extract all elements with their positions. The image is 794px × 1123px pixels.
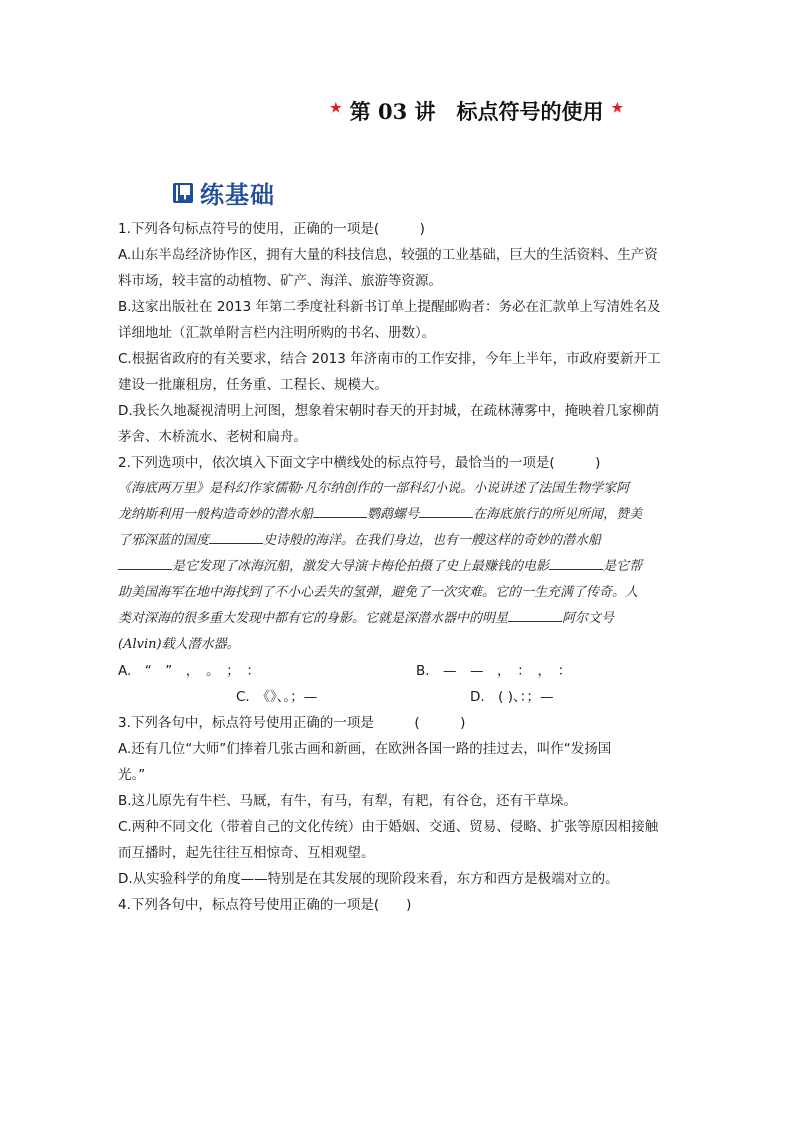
passage-line: (Alvin)载人潜水器。 bbox=[118, 637, 240, 652]
question-stem: 2.下列选项中，依次填入下面文字中横线处的标点符号，最恰当的一项是( ) bbox=[118, 455, 601, 471]
passage-text: 鹦鹉螺号 bbox=[367, 507, 420, 522]
passage-text: 类对深海的很多重大发现中都有它的身影。它就是深潜水器中的明星 bbox=[118, 611, 509, 626]
options-row bbox=[118, 658, 678, 684]
passage-text: 龙纳斯利用一般构造奇妙的潜水船 bbox=[118, 507, 314, 522]
option-d-line: 茅舍、木桥流水、老树和扁舟。 bbox=[118, 429, 307, 445]
options-row bbox=[118, 684, 678, 710]
option-a-line: A.山东半岛经济协作区，拥有大量的科技信息，较强的工业基础，巨大的生活资料、生产资 bbox=[118, 247, 658, 263]
question-3 bbox=[118, 710, 678, 892]
option-c-line: 建设一批廉租房，任务重、工程长、规模大。 bbox=[118, 377, 388, 393]
question-list bbox=[118, 216, 678, 918]
option-c: C. 《》、。；— bbox=[236, 689, 318, 705]
fill-blank bbox=[313, 503, 367, 518]
option-d: D. ( )、：；— bbox=[470, 689, 554, 705]
option-a-line: 料市场，较丰富的动植物、矿产、海洋、旅游等资源。 bbox=[118, 273, 442, 289]
star-icon: ★ bbox=[611, 100, 624, 116]
option-d-line: D.我长久地凝视清明上河图，想象着宋朝时春天的开封城，在疏林薄雾中，掩映着几家柳荫 bbox=[118, 403, 660, 419]
option-b: B. — — ， ： ， ： bbox=[416, 663, 572, 679]
fill-blank bbox=[209, 529, 263, 544]
option-d-line: D.从实验科学的角度——特别是在其发展的现阶段来看，东方和西方是极端对立的。 bbox=[118, 871, 619, 887]
fill-blank bbox=[419, 503, 473, 518]
question-4 bbox=[118, 892, 678, 918]
fill-blank bbox=[508, 607, 562, 622]
passage-line: 《海底两万里》是科幻作家儒勒·凡尔纳创作的一部科幻小说。小说讲述了法国生物学家阿 bbox=[118, 481, 630, 496]
option-b-line: 详细地址（汇款单附言栏内注明所购的书名、册数）。 bbox=[118, 325, 436, 341]
question-1 bbox=[118, 216, 678, 450]
option-a-line: 光。” bbox=[118, 767, 146, 783]
option-a: A. “ ” ， 。 ； ： bbox=[118, 663, 261, 679]
question-stem: 1.下列各句标点符号的使用，正确的一项是( ) bbox=[118, 221, 425, 237]
passage-text: 阿尔文号 bbox=[562, 611, 615, 626]
option-c-line: C.两种不同文化（带着自己的文化传统）由于婚姻、交通、贸易、侵略、扩张等原因相接触 bbox=[118, 819, 659, 835]
option-c-line: C.根据省政府的有关要求，结合 2013 年济南市的工作安排，今年上半年，市政府要新开工 bbox=[118, 351, 661, 367]
option-c-line: 而互播时，起先往往互相惊奇、互相观望。 bbox=[118, 845, 375, 861]
option-b-line: B.这儿原先有牛栏、马厩，有牛，有马，有犁，有耙，有谷仓，还有干草垛。 bbox=[118, 793, 578, 809]
section-heading bbox=[172, 175, 275, 210]
passage-text: 在海底旅行的所见所闻，赞美 bbox=[473, 507, 643, 522]
option-b-line: B.这家出版社在 2013 年第二季度社科新书订单上提醒邮购者：务必在汇款单上写清姓名及 bbox=[118, 299, 661, 315]
passage-text: 了邪深蓝的国度 bbox=[118, 533, 210, 548]
passage-line bbox=[118, 554, 678, 580]
question-stem: 3.下列各句中，标点符号使用正确的一项是 ( ) bbox=[118, 715, 466, 731]
fill-blank bbox=[118, 555, 172, 570]
question-2 bbox=[118, 450, 678, 710]
section-label: 练基础 bbox=[200, 181, 275, 209]
passage-text: 史诗般的海洋。在我们身边，也有一艘这样的奇妙的潜水船 bbox=[263, 533, 602, 548]
lesson-title-text: 第 03 讲 标点符号的使用 bbox=[349, 99, 604, 124]
passage-line: 助美国海军在地中海找到了不小心丢失的氢弹，避免了一次灾难。它的一生充满了传奇。人 bbox=[118, 585, 639, 600]
passage-line bbox=[118, 528, 678, 554]
star-icon: ★ bbox=[330, 100, 342, 116]
passage-text: 是它发现了冰海沉船，激发大导演卡梅伦拍摄了史上最赚钱的电影 bbox=[172, 559, 550, 574]
passage-line bbox=[118, 606, 678, 632]
passage-text: 是它帮 bbox=[603, 559, 643, 574]
option-a-line: A.还有几位“大师”们捧着几张古画和新画，在欧洲各国一路的挂过去，叫作“发扬国 bbox=[118, 741, 612, 757]
book-icon bbox=[172, 182, 194, 204]
passage-line bbox=[118, 502, 678, 528]
question-stem: 4.下列各句中，标点符号使用正确的一项是( ) bbox=[118, 897, 412, 913]
fill-blank bbox=[549, 555, 603, 570]
